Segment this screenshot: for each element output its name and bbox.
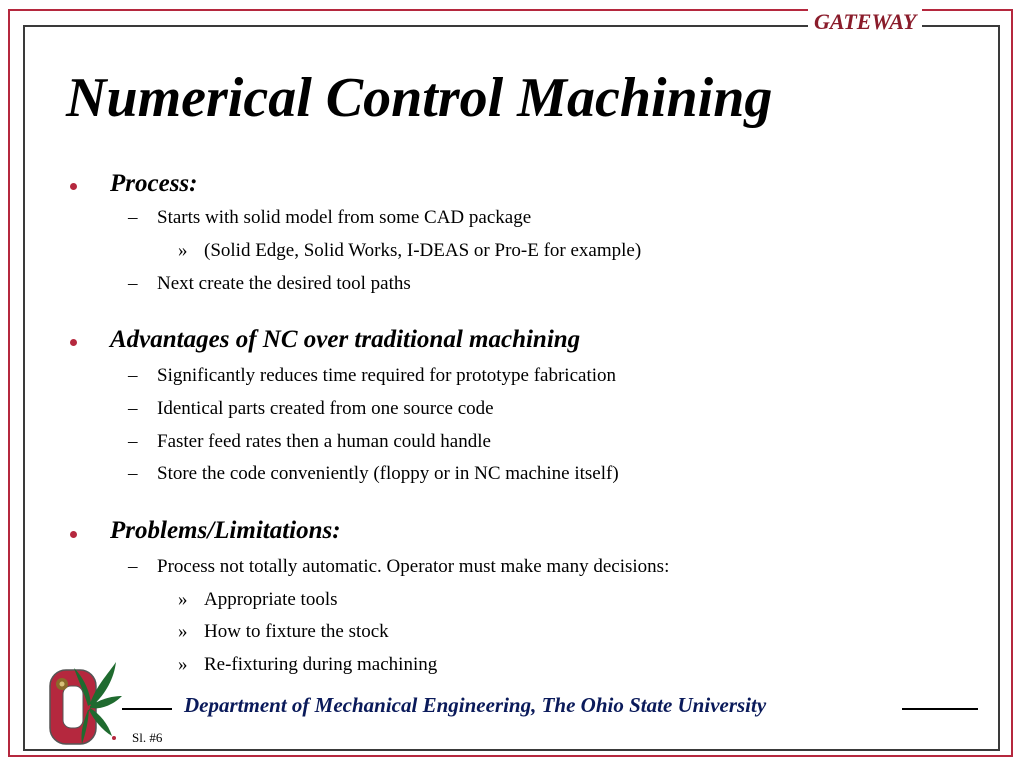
list-item: Next create the desired tool paths bbox=[157, 273, 411, 294]
sub-list-item: Re-fixturing during machining bbox=[204, 654, 438, 675]
dash-icon: – bbox=[128, 431, 138, 452]
sub-list-item: How to fixture the stock bbox=[204, 621, 389, 642]
ohio-state-logo-icon bbox=[44, 656, 124, 748]
department-name: Department of Mechanical Engineering, The Ohio State University bbox=[184, 693, 767, 717]
gateway-brand: GATEWAY bbox=[808, 9, 922, 35]
dash-icon: – bbox=[128, 463, 138, 484]
raquo-icon: » bbox=[178, 240, 188, 261]
dash-icon: – bbox=[128, 556, 138, 577]
dash-icon: – bbox=[128, 273, 138, 294]
raquo-icon: » bbox=[178, 654, 188, 675]
list-item: Identical parts created from one source code bbox=[157, 398, 494, 419]
list-item: Faster feed rates then a human could handle bbox=[157, 431, 491, 452]
section-heading-advantages: Advantages of NC over traditional machining bbox=[110, 326, 581, 353]
section-heading-process: Process: bbox=[110, 170, 198, 197]
dash-icon: – bbox=[128, 207, 138, 228]
footer-rule-right bbox=[902, 708, 978, 710]
dash-icon: – bbox=[128, 398, 138, 419]
bullet-dot-icon bbox=[70, 183, 77, 190]
raquo-icon: » bbox=[178, 589, 188, 610]
sub-list-item: (Solid Edge, Solid Works, I-DEAS or Pro-E for example) bbox=[204, 240, 642, 261]
bullet-dot-icon bbox=[70, 339, 77, 346]
list-item: Store the code conveniently (floppy or in NC machine itself) bbox=[157, 463, 619, 484]
list-item: Significantly reduces time required for prototype fabrication bbox=[157, 365, 617, 386]
list-item: Process not totally automatic. Operator must make many decisions: bbox=[157, 556, 670, 577]
list-item: Starts with solid model from some CAD package bbox=[157, 207, 532, 228]
bullet-dot-icon bbox=[70, 531, 77, 538]
dash-icon: – bbox=[128, 365, 138, 386]
raquo-icon: » bbox=[178, 621, 188, 642]
slide-title: Numerical Control Machining bbox=[66, 67, 773, 129]
section-heading-problems: Problems/Limitations: bbox=[110, 517, 341, 544]
slide-number: Sl. #6 bbox=[132, 730, 163, 745]
sub-list-item: Appropriate tools bbox=[204, 589, 338, 610]
footer-rule-left bbox=[122, 708, 172, 710]
inner-frame bbox=[23, 25, 1000, 751]
